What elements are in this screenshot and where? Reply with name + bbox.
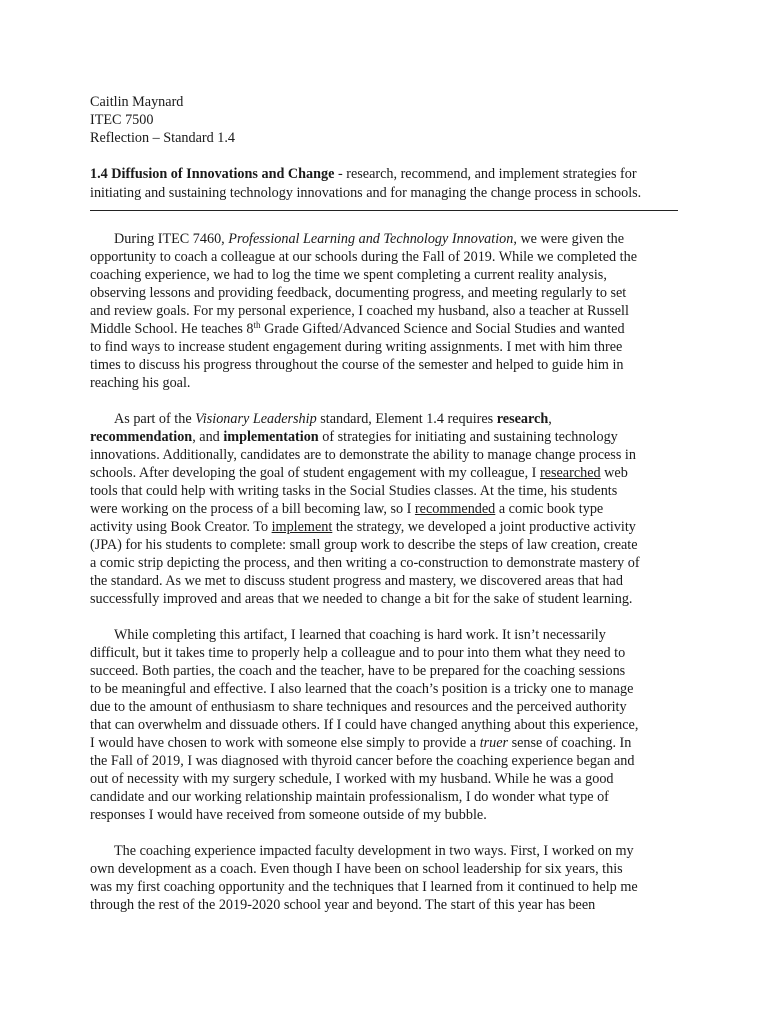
p3-line: that can overwhelm and dissuade others. If I could have changed anything about this experience, (90, 717, 639, 733)
p2-line: the standard. As we met to discuss student progress and mastery, we discovered areas that had (90, 573, 623, 589)
bold-research: research (496, 411, 549, 427)
p2-line: the strategy, we developed a joint productive activity (332, 519, 636, 535)
p2-line: successfully improved and areas that we needed to change a bit for the sake of student learning. (90, 591, 633, 607)
p3-line: difficult, but it takes time to properly help a colleague and to pour into them what they need to (90, 645, 626, 661)
p1-line: times to discuss his progress throughout the course of the semester and helped to guide him in (90, 357, 624, 373)
p3-line: the Fall of 2019, I was diagnosed with thyroid cancer before the coaching experience began and (90, 753, 635, 769)
p2-line: a comic strip depicting the process, and then writing a co-construction to demonstrate mastery of (90, 555, 640, 571)
p4-line: The coaching experience impacted faculty development in two ways. First, I worked on my (114, 843, 634, 859)
p3-line: While completing this artifact, I learned that coaching is hard work. It isn’t necessarily (114, 627, 606, 643)
standard-description (90, 165, 680, 203)
p3-line: due to the amount of enthusiasm to share techniques and resources and the perceived authority (90, 699, 627, 715)
p2-line: a comic book type (495, 501, 604, 517)
p2-line: , and (192, 429, 224, 445)
p2-line: innovations. Additionally, candidates are to demonstrate the ability to manage change process in (90, 447, 636, 463)
underlined-researched: researched (539, 465, 601, 481)
p1-line: During ITEC 7460, (114, 231, 229, 247)
p2-line: activity using Book Creator. To (90, 519, 272, 535)
p4-line: was my first coaching opportunity and the techniques that I learned from it continued to help me (90, 879, 638, 895)
bold-recommendation: recommendation (90, 429, 193, 445)
p1-line: opportunity to coach a colleague at our schools during the Fall of 2019. While we completed the (90, 249, 637, 265)
superscript-th: th (253, 320, 261, 330)
p1-line: to find ways to increase student engagement during writing assignments. I met with him three (90, 339, 623, 355)
p1-line: , we were given the (513, 231, 625, 247)
italic-truer: truer (479, 735, 509, 751)
paragraph-1 (90, 230, 680, 392)
p2-line: , (548, 411, 552, 427)
p2-line: of strategies for initiating and sustaining technology (318, 429, 618, 445)
p1-line: and review goals. For my personal experience, I coached my husband, also a teacher at Russell (90, 303, 629, 319)
p3-line: out of necessity with my surgery schedule, I worked with my husband. While he was a good (90, 771, 614, 787)
underlined-implement: implement (271, 519, 333, 535)
p2-line: As part of the (114, 411, 196, 427)
p3-line: to be meaningful and effective. I also learned that the coach’s position is a tricky one to manage (90, 681, 634, 697)
p1-line: observing lessons and providing feedback, documenting progress, and meeting regularly to set (90, 285, 627, 301)
p1-line: coaching experience, we had to log the time we spent completing a current reality analysis, (90, 267, 607, 283)
standard-heading: 1.4 Diffusion of Innovations and Change (90, 166, 335, 182)
standard-name-italic: Visionary Leadership (195, 411, 317, 427)
p1-line: Middle School. He teaches 8 (90, 321, 254, 337)
p2-line: tools that could help with writing tasks in the Social Studies classes. At the time, his students (90, 483, 618, 499)
author-name: Caitlin Maynard (90, 94, 184, 110)
paragraph-4 (90, 842, 680, 914)
document-title: Reflection – Standard 1.4 (90, 130, 235, 146)
document-page (90, 93, 680, 914)
p3-line: I would have chosen to work with someone else simply to provide a (90, 735, 480, 751)
bold-implementation: implementation (223, 429, 319, 445)
p3-line: succeed. Both parties, the coach and the teacher, have to be prepared for the coaching sessions (90, 663, 626, 679)
p4-line: through the rest of the 2019-2020 school year and beyond. The start of this year has been (90, 897, 596, 913)
p2-line: schools. After developing the goal of student engagement with my colleague, I (90, 465, 540, 481)
p1-line: reaching his goal. (90, 375, 191, 391)
standard-line2: initiating and sustaining technology innovations and for managing the change process in schools. (90, 185, 642, 201)
p3-line: sense of coaching. In (508, 735, 632, 751)
p3-line: responses I would have received from someone outside of my bubble. (90, 807, 487, 823)
standard-line1: - research, recommend, and implement strategies for (334, 166, 637, 182)
p1-line: Grade Gifted/Advanced Science and Social Studies and wanted (260, 321, 625, 337)
paragraph-2 (90, 410, 680, 608)
horizontal-rule (90, 210, 678, 211)
p2-line: (JPA) for his students to complete: small group work to describe the steps of law creation, create (90, 537, 638, 553)
p2-line: web (600, 465, 628, 481)
p2-line: were working on the process of a bill becoming law, so I (90, 501, 415, 517)
p4-line: own development as a coach. Even though I have been on school leadership for six years, this (90, 861, 623, 877)
p3-line: candidate and our working relationship maintain professionalism, I do wonder what type of (90, 789, 609, 805)
p2-line: standard, Element 1.4 requires (316, 411, 497, 427)
paragraph-3 (90, 626, 680, 824)
course-name-italic: Professional Learning and Technology Innovation (228, 231, 514, 247)
course-code: ITEC 7500 (90, 112, 154, 128)
underlined-recommended: recommended (414, 501, 496, 517)
